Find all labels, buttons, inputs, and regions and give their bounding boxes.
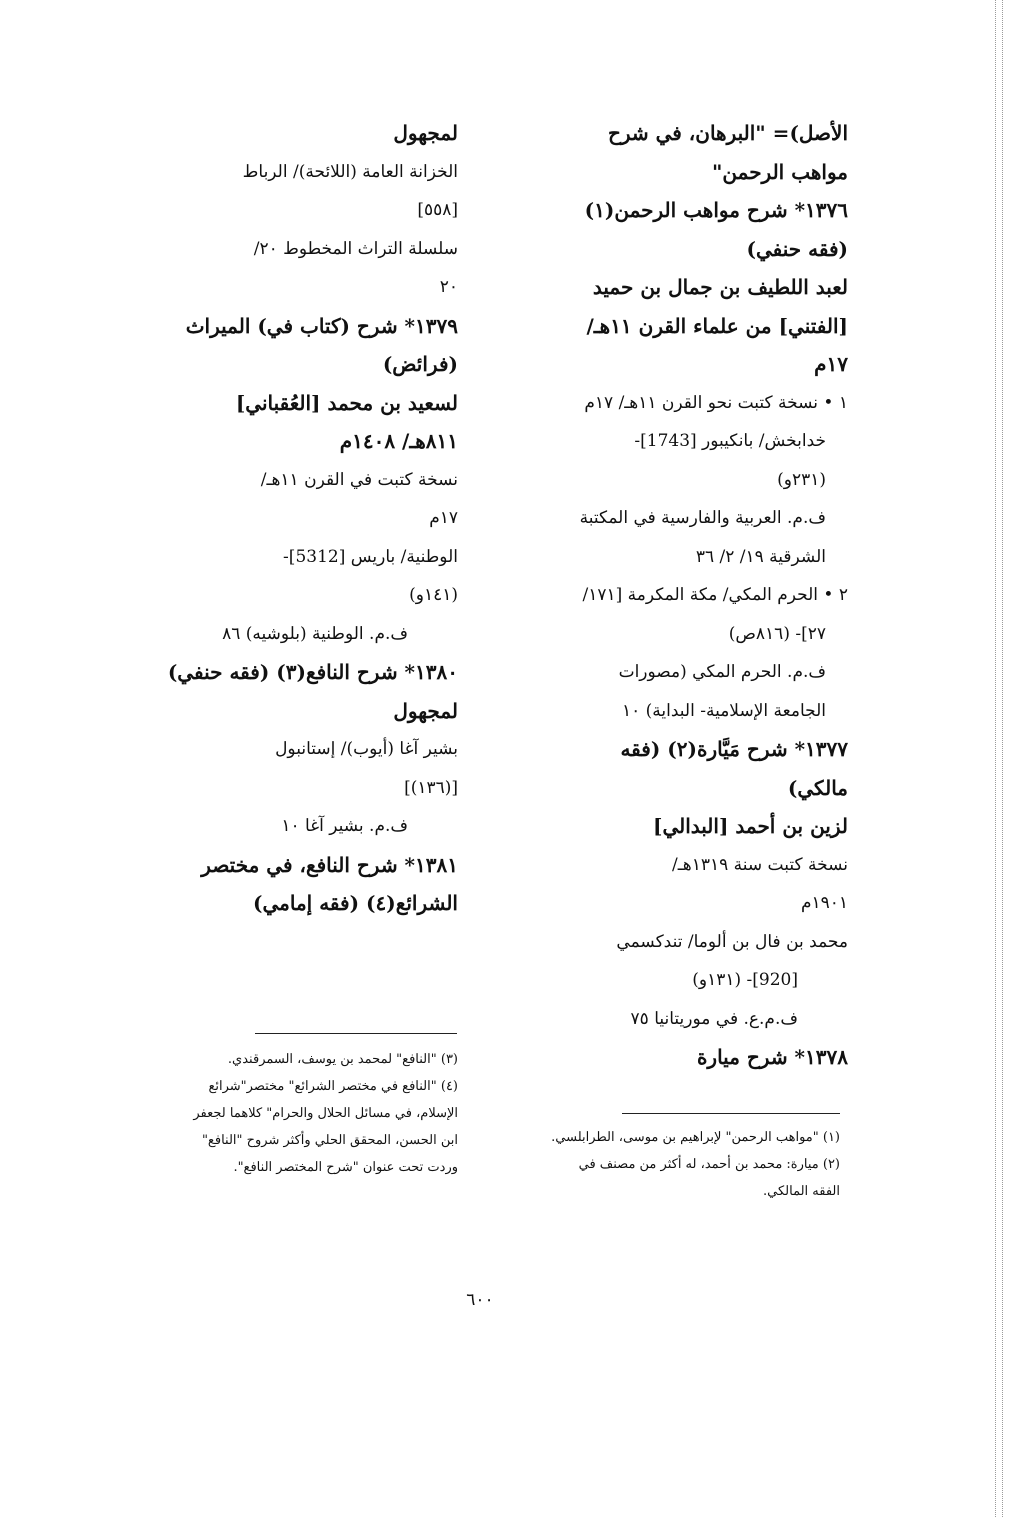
right-column-line: نسخة كتبت سنة ١٣١٩هـ/ <box>672 854 848 875</box>
right-column-line: ١٣٧٧* شرح مَيَّارة(٢) (فقه <box>620 737 848 761</box>
right-column-line: [920]- (١٣١و) <box>692 970 798 990</box>
right-column-line: مواهب الرحمن" <box>711 159 848 184</box>
left-column-line: الخزانة العامة (اللائحة)/ الرباط <box>242 161 458 182</box>
scan-edge-line <box>995 0 996 1517</box>
left-column-line: لمجهول <box>393 121 458 145</box>
footnote-line: الإسلام، في مسائل الحلال والحرام" كلاهما لجعفر <box>193 1106 458 1121</box>
left-column-line: لسعيد بن محمد [العُقباني] <box>235 390 458 415</box>
left-column-line: الوطنية/ باريس [5312]- <box>283 546 458 567</box>
right-column-line: (فقه حنفي) <box>746 236 848 261</box>
scan-edge-line-2 <box>1002 0 1003 1517</box>
right-column-line: ٢ • الحرم المكي/ مكة المكرمة [١٧١/ <box>582 585 848 605</box>
left-column-line: سلسلة التراث المخطوط ٢٠/ <box>253 238 458 259</box>
left-column-line: [٥٥٨] <box>417 200 458 220</box>
right-column-line: الشرقية ١٩/ ٢/ ٣٦ <box>695 546 826 567</box>
footnote-line: (١) "مواهب الرحمن" لإبراهيم بن موسى، الطرابلسي. <box>551 1130 840 1145</box>
left-column-line: (١٤١و) <box>409 585 458 605</box>
right-column-line: ف.م. العربية والفارسية في المكتبة <box>579 508 826 528</box>
left-column-line: ف.م. الوطنية (بلوشيه) ٨٦ <box>222 623 408 644</box>
footnote-separator-left <box>255 1033 457 1034</box>
left-column-line: ٨١١هـ/ ١٤٠٨م <box>339 429 458 453</box>
left-column-line: ١٣٨١* شرح النافع، في مختصر <box>201 852 458 877</box>
right-column-line: ١ • نسخة كتبت نحو القرن ١١هـ/ ١٧م <box>584 392 848 413</box>
left-column-line: بشير آغا (أيوب)/ إستانبول <box>275 739 458 759</box>
footnote-line: ابن الحسن، المحقق الحلي وأكثر شروح "النافع" <box>201 1133 458 1148</box>
right-column-line: (٢٣١و) <box>777 469 826 490</box>
right-column-line: ١٣٧٨* شرح ميارة <box>696 1045 848 1069</box>
right-column-line: ١٣٧٦* شرح مواهب الرحمن(١) <box>584 198 848 222</box>
right-column-line: خدابخش/ بانكيبور [1743]- <box>634 431 826 451</box>
left-column-line: ١٧م <box>429 508 458 528</box>
footnote-line: (٣) "النافع" لمحمد بن يوسف، السمرقندي. <box>227 1052 458 1067</box>
right-column-line: الأصل)= "البرهان، في شرح <box>607 121 848 145</box>
footnote-line: (٤) "النافع في مختصر الشرائع" مختصر"شرائع <box>208 1079 458 1094</box>
footnote-line: وردت تحت عنوان "شرح المختصر النافع". <box>233 1160 458 1175</box>
right-column-line: لعبد اللطيف بن جمال بن حميد <box>592 275 848 299</box>
left-column <box>130 114 458 923</box>
right-column-line: ف.م.ع. في موريتانيا ٧٥ <box>630 1008 798 1029</box>
footnotes-left <box>130 1046 458 1181</box>
right-column-line: ف.م. الحرم المكي (مصورات <box>618 662 826 682</box>
right-column <box>500 114 848 1077</box>
left-column-line: ٢٠ <box>439 277 458 297</box>
right-column-line: ١٩٠١م <box>800 893 848 913</box>
left-column-line: (فرائض) <box>382 352 458 376</box>
footnote-line: (٢) ميارة: محمد بن أحمد، له أكثر من مصنف في <box>578 1157 840 1172</box>
right-column-line: الجامعة الإسلامية- البداية) ١٠ <box>621 700 826 721</box>
left-column-line: لمجهول <box>393 698 458 723</box>
right-column-line: مالكي) <box>787 775 848 800</box>
left-column-line: نسخة كتبت في القرن ١١هـ/ <box>260 469 458 490</box>
footnotes-right <box>500 1124 840 1205</box>
right-column-line: ٢٧]- (٨١٦ص) <box>728 623 826 644</box>
right-column-line: لزين بن أحمد [البدالي] <box>652 814 848 838</box>
right-column-line: [الفتني] من علماء القرن ١١هـ/ <box>586 313 848 338</box>
footnote-line: الفقه المالكي. <box>763 1184 840 1199</box>
left-column-line: ١٣٨٠* شرح النافع(٣) (فقه حنفي) <box>167 660 458 684</box>
left-column-line: الشرائع(٤) (فقه إمامي) <box>253 891 458 915</box>
right-column-line: ١٧م <box>814 352 848 376</box>
left-column-line: ف.م. بشير آغا ١٠ <box>281 816 408 836</box>
right-column-line: محمد بن فال بن ألوما/ تندكسمي <box>616 931 848 952</box>
left-column-line: ١٣٧٩* شرح (كتاب في) الميراث <box>185 313 458 338</box>
footnote-separator-right <box>622 1113 840 1114</box>
left-column-line: [(١٣٦)] <box>404 777 458 798</box>
page-number: ٦٠٠ <box>466 1290 494 1310</box>
